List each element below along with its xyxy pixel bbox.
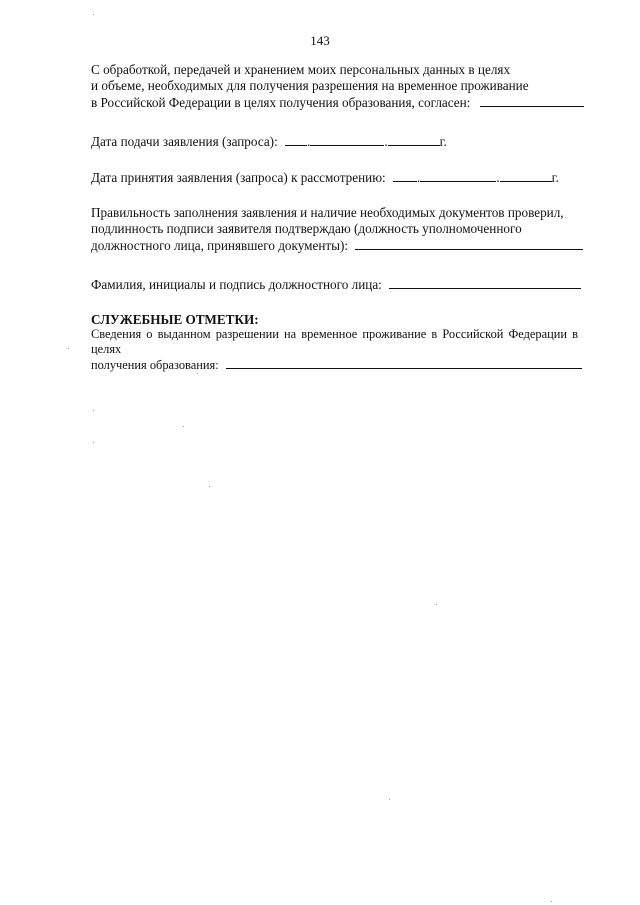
acceptance-date-label: Дата принятия заявления (запроса) к рассмотрению: — [91, 170, 386, 185]
scan-speck — [93, 410, 94, 411]
submission-day-field[interactable] — [285, 133, 307, 146]
submission-month-field[interactable] — [310, 133, 384, 146]
acceptance-date-row — [91, 169, 578, 186]
consent-signature-field[interactable] — [480, 94, 584, 107]
acceptance-year-field[interactable] — [500, 169, 552, 182]
page-number: 143 — [310, 33, 330, 48]
scan-speck — [183, 426, 184, 427]
official-signature-label: Фамилия, инициалы и подпись должностного лица: — [91, 277, 382, 292]
submission-date-label: Дата подачи заявления (запроса): — [91, 134, 278, 149]
consent-line-3: в Российской Федерации в целях получения образования, согласен: — [91, 94, 578, 111]
acceptance-date-separator-2: . — [496, 170, 500, 185]
verification-line-1: Правильность заполнения заявления и наличие необходимых документов проверил, — [91, 205, 564, 220]
acceptance-day-field[interactable] — [393, 169, 417, 182]
service-notes-line-2: получения образования: — [91, 357, 578, 373]
service-notes-section — [91, 312, 578, 373]
submission-date-row — [91, 133, 578, 150]
submission-date-separator-1: . — [307, 134, 311, 149]
consent-line-1: С обработкой, передачей и хранением моих персональных данных в целях — [91, 62, 511, 77]
submission-year-field[interactable] — [388, 133, 440, 146]
scan-speck — [436, 604, 437, 605]
acceptance-date-suffix: г. — [551, 170, 559, 185]
verification-paragraph — [91, 205, 578, 254]
scan-speck — [197, 373, 198, 374]
submission-date-suffix: г. — [439, 134, 447, 149]
scan-speck — [68, 348, 69, 349]
acceptance-month-field[interactable] — [420, 169, 496, 182]
verification-line-3: должностного лица, принявшего документы): — [91, 237, 578, 254]
verification-line-2: подлинность подписи заявителя подтверждаю (должность уполномоченного — [91, 221, 522, 236]
scan-speck — [93, 442, 94, 443]
scan-speck — [389, 799, 390, 800]
official-signature-row — [91, 276, 578, 293]
scan-speck — [551, 901, 552, 902]
service-notes-line-1: Сведения о выданном разрешении на временное проживание в Российской Федерации в целях — [91, 327, 578, 356]
consent-paragraph — [91, 62, 578, 111]
scan-speck — [209, 486, 210, 487]
official-signature-field[interactable] — [389, 276, 581, 289]
consent-line-2: и объеме, необходимых для получения разрешения на временное проживание — [91, 78, 529, 93]
submission-date-separator-2: . — [384, 134, 388, 149]
permit-details-field[interactable] — [226, 357, 582, 369]
scan-speck — [93, 14, 94, 15]
service-notes-heading: СЛУЖЕБНЫЕ ОТМЕТКИ: — [91, 312, 259, 327]
official-position-field[interactable] — [355, 237, 583, 250]
acceptance-date-separator-1: . — [417, 170, 421, 185]
form-body — [91, 62, 578, 373]
